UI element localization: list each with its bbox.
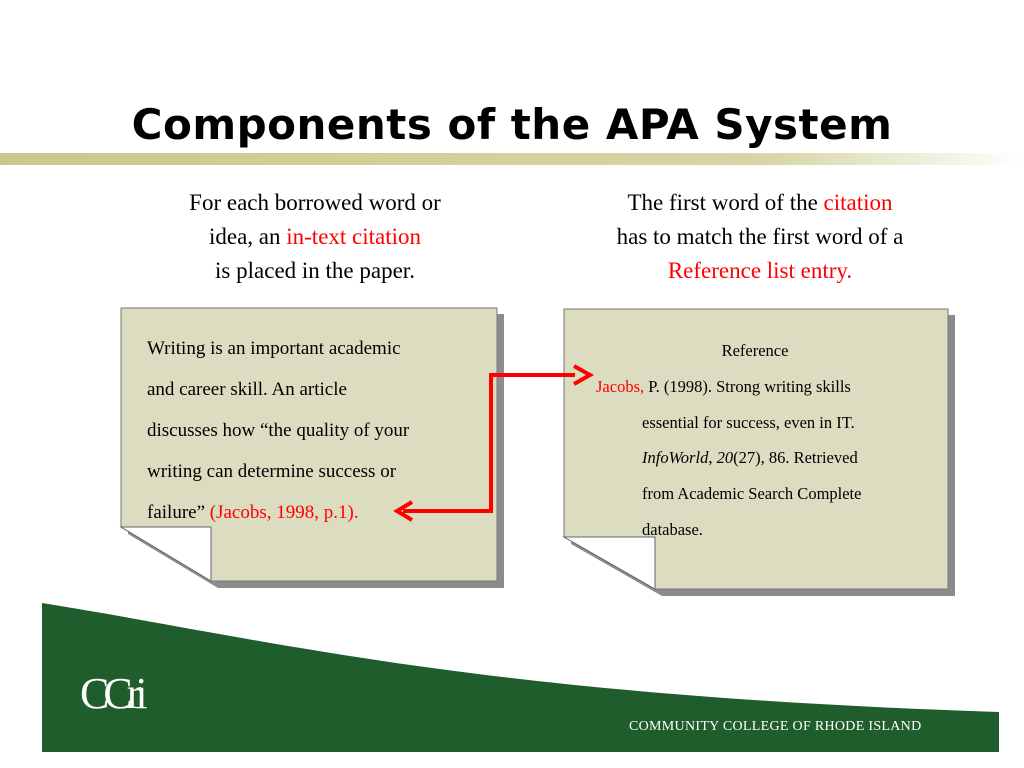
paper-line: discusses how “the quality of your	[147, 420, 410, 441]
reference-list-entry-term: Reference list entry.	[667, 258, 853, 283]
college-name: COMMUNITY COLLEGE OF RHODE ISLAND	[629, 719, 922, 734]
reference-author: Jacobs,	[596, 376, 645, 396]
paper-line-prefix: failure”	[147, 502, 210, 523]
paper-line: and career skill. An article	[147, 379, 347, 400]
right-caption-prefix: The first word of the	[627, 190, 824, 215]
reference-line1-rest: P. (1998). Strong writing skills	[644, 376, 851, 396]
paper-excerpt	[147, 328, 487, 533]
paper-line	[147, 492, 487, 533]
reference-line	[580, 440, 920, 476]
reference-line3-rest: (27), 86. Retrieved	[733, 448, 858, 468]
reference-line	[596, 369, 920, 405]
ccri-logo	[80, 668, 180, 724]
paper-line: Writing is an important academic	[147, 338, 401, 359]
reference-line: from Academic Search Complete	[642, 484, 862, 504]
reference-separator: ,	[708, 448, 717, 468]
reference-volume: 20	[716, 448, 734, 468]
left-caption-prefix: idea, an	[208, 224, 287, 249]
left-caption-line1: For each borrowed word or	[189, 190, 441, 215]
reference-heading: Reference	[721, 341, 789, 360]
reference-journal: InfoWorld	[642, 448, 709, 468]
left-caption-line3: is placed in the paper.	[215, 258, 415, 283]
citation-term: citation	[823, 190, 893, 215]
in-text-citation: (Jacobs, 1998, p.1).	[209, 502, 359, 523]
reference-entry	[580, 333, 920, 548]
logo-text: CCri	[80, 669, 142, 718]
right-caption-line2: has to match the first word of a	[616, 224, 904, 249]
slide-title: Components of the APA System	[131, 100, 893, 149]
paper-line: writing can determine success or	[147, 461, 397, 482]
reference-line: database.	[642, 519, 703, 539]
paper-note-fold	[121, 527, 211, 581]
reference-line: essential for success, even in IT.	[642, 412, 855, 432]
in-text-citation-term: in-text citation	[286, 224, 422, 249]
